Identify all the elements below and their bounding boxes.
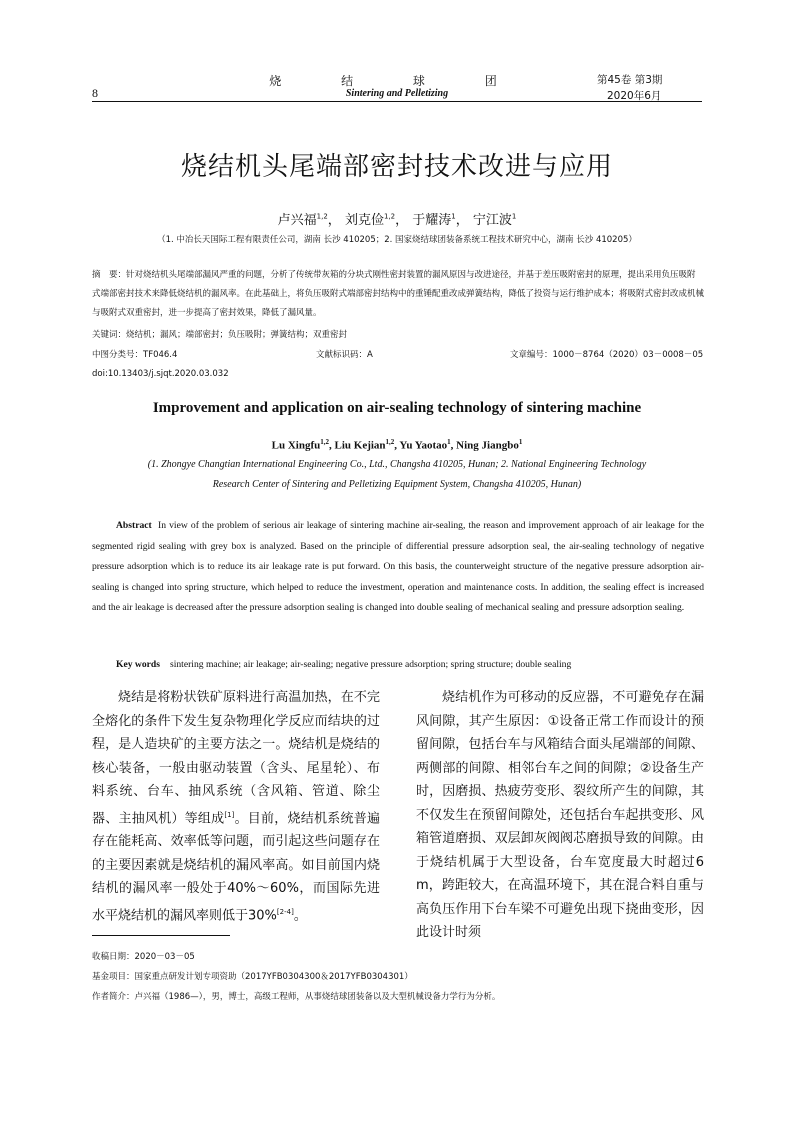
keywords-label-cn: 关键词： bbox=[92, 330, 127, 340]
affiliation-en-line1: (1. Zhongye Changtian International Engineering Co., Ltd., Changsha 410205, Hunan; 2. National Engineering Technology bbox=[147, 459, 647, 470]
author-separator: ， bbox=[395, 213, 409, 228]
author-separator: ， bbox=[455, 213, 469, 228]
journal-name-en: Sintering and Pelletizing bbox=[345, 88, 449, 99]
author-separator: , bbox=[394, 439, 400, 452]
footnote-fund: 基金项目：国家重点研发计划专项资助（2017YFB0304300＆2017YFB0304301） bbox=[92, 972, 413, 982]
author-affiliation-mark: 1 bbox=[451, 212, 456, 221]
author-affiliation-mark: 1,2 bbox=[383, 212, 396, 221]
abstract-text-en: In view of the problem of serious air leakage of sintering machine air-sealing, the reason and improvement approach of air leakage for the segmented rigid sealing with grey box is analyzed. Based on the principle of differential pressure adsorption seal, the air-sealing technology of negative pressure adsorption which is to reduce its air leakage rate is put forward. On this basis, the counterweight structure of the negative pressure adsorption air-sealing is changed into spring structure, which helped to reduce the investment, operation and maintenance costs. In addition, the sealing effect is increased and the air leakage is decreased after the pressure adsorption sealing is changed into double sealing of mechanical sealing and pressure adsorption sealing. bbox=[92, 520, 704, 613]
journal-name-cn: 烧 结 球 团 bbox=[269, 74, 525, 88]
citation: [2-4] bbox=[276, 907, 294, 916]
abstract-en bbox=[92, 516, 704, 619]
author-name: 于耀涛 bbox=[412, 213, 452, 228]
body-paragraph: 。 bbox=[293, 908, 307, 924]
body-paragraph: 。目前，烧结机系统普遍存在能耗高、效率低等问题，而引起这些问题存在的主要因素就是烧结机的漏风率高。如目前国内烧结机的漏风率一般处于40%～60%，而国际先进水平烧结机的漏风率则低于30% bbox=[92, 810, 380, 924]
abstract-label-cn: 摘 要： bbox=[92, 270, 127, 280]
author-affiliation-mark: 1 bbox=[511, 212, 517, 221]
keywords-label-en: Key words bbox=[116, 659, 160, 670]
body-paragraph: 烧结机作为可移动的反应器，不可避免存在漏风间隙，其产生原因：①设备正常工作而设计的预留间隙，包括台车与风箱结合面头尾端部的间隙、两侧部的间隙、相邻台车之间的间隙；②设备生产时，因磨损、热疲劳变形、裂纹所产生的间隙，其不仅发生在预留间隙处，还包括台车起拱变形、风箱管道磨损、双层卸灰阀阀芯磨损导致的间隙。由于烧结机属于大型设备，台车宽度最大时超过6 m，跨距较大，在高温环境下，其在混合料自重与高负压作用下台车梁不可避免出现下挠曲变形，因此设计时须 bbox=[416, 690, 704, 940]
author-list-cn bbox=[0, 209, 794, 228]
body-column-right bbox=[416, 686, 704, 945]
author-name: Ning Jiangbo bbox=[456, 439, 519, 452]
footnote-received: 收稿日期：2020－03－05 bbox=[92, 952, 195, 962]
abstract-text-cn: 针对烧结机头尾端部漏风严重的问题，分析了传统带灰箱的分块式刚性密封装置的漏风原因与改进途径，并基于差压吸附密封的原理，提出采用负压吸附式端部密封技术来降低烧结机的漏风率。在此基础上，将负压吸附式端部密封结构中的重锤配重改成弹簧结构，降低了投资与运行维护成本；将吸附式密封改成机械与吸附式双重密封，进一步提高了密封效果，降低了漏风量。 bbox=[92, 270, 705, 318]
author-affiliation-mark: 1 bbox=[518, 438, 523, 446]
author-affiliation-mark: 1,2 bbox=[385, 438, 395, 446]
abstract-cn bbox=[92, 266, 704, 323]
author-name: 宁江波 bbox=[472, 213, 512, 228]
document-code: 文献标识码：A bbox=[316, 350, 373, 360]
issue-date: 2020年6月 bbox=[607, 90, 662, 102]
author-list-en bbox=[0, 438, 794, 452]
author-affiliation-mark: 1,2 bbox=[320, 438, 329, 446]
body-column-left bbox=[92, 686, 380, 928]
abstract-label-en: Abstract bbox=[116, 520, 152, 531]
keywords-text-en: sintering machine; air leakage; air-sealing; negative pressure adsorption; spring structure; double sealing bbox=[169, 659, 572, 670]
author-separator: , bbox=[450, 439, 457, 452]
keywords-en bbox=[116, 659, 706, 670]
keywords-text-cn: 烧结机；漏风；端部密封；负压吸附；弹簧结构；双重密封 bbox=[126, 330, 348, 340]
citation: [1] bbox=[224, 810, 235, 819]
author-separator: ， bbox=[327, 213, 341, 228]
author-name: Lu Xingfu bbox=[271, 439, 321, 452]
author-separator: , bbox=[329, 439, 335, 452]
affiliation-cn: （1. 中冶长天国际工程有限责任公司，湖南 长沙 410205；2. 国家烧结球团装备系统工程技术研究中心，湖南 长沙 410205） bbox=[157, 235, 637, 245]
header-rule bbox=[92, 101, 702, 102]
article-number: 文章编号：1000－8764（2020）03－0008－05 bbox=[510, 350, 704, 360]
paper-title-en: Improvement and application on air-sealing technology of sintering machine bbox=[152, 400, 642, 416]
keywords-cn bbox=[92, 326, 704, 345]
affiliation-en-line2: Research Center of Sintering and Pelletizing Equipment System, Changsha 410205, Hunan) bbox=[212, 479, 582, 490]
author-name: 刘克俭 bbox=[344, 213, 384, 228]
author-affiliation-mark: 1 bbox=[447, 438, 451, 446]
footnote-author: 作者简介：卢兴福（1986—），男，博士，高级工程师，从事烧结球团装备以及大型机械设备力学行为分析。 bbox=[92, 992, 501, 1002]
paper-title-cn: 烧结机头尾端部密封技术改进与应用 bbox=[180, 152, 613, 182]
doi: doi:10.13403/j.sjqt.2020.03.032 bbox=[92, 369, 229, 379]
author-affiliation-mark: 1,2 bbox=[316, 212, 328, 221]
volume-issue: 第45卷 第3期 bbox=[597, 74, 663, 86]
footnote-rule bbox=[92, 935, 230, 936]
author-name: Liu Kejian bbox=[334, 439, 386, 452]
author-name: Yu Yaotao bbox=[399, 439, 448, 452]
body-paragraph: 烧结是将粉状铁矿原料进行高温加热，在不完全熔化的条件下发生复杂物理化学反应而结块的过程，是人造块矿的主要方法之一。烧结机是烧结的核心装备，一般由驱动装置（含头、尾星轮）、布料系统、台车、抽风系统（含风箱、管道、除尘器、主抽风机）等组成 bbox=[92, 690, 380, 826]
page-number: 8 bbox=[92, 86, 98, 100]
author-name: 卢兴福 bbox=[277, 213, 317, 228]
clc-number: 中图分类号：TF046.4 bbox=[92, 350, 178, 360]
